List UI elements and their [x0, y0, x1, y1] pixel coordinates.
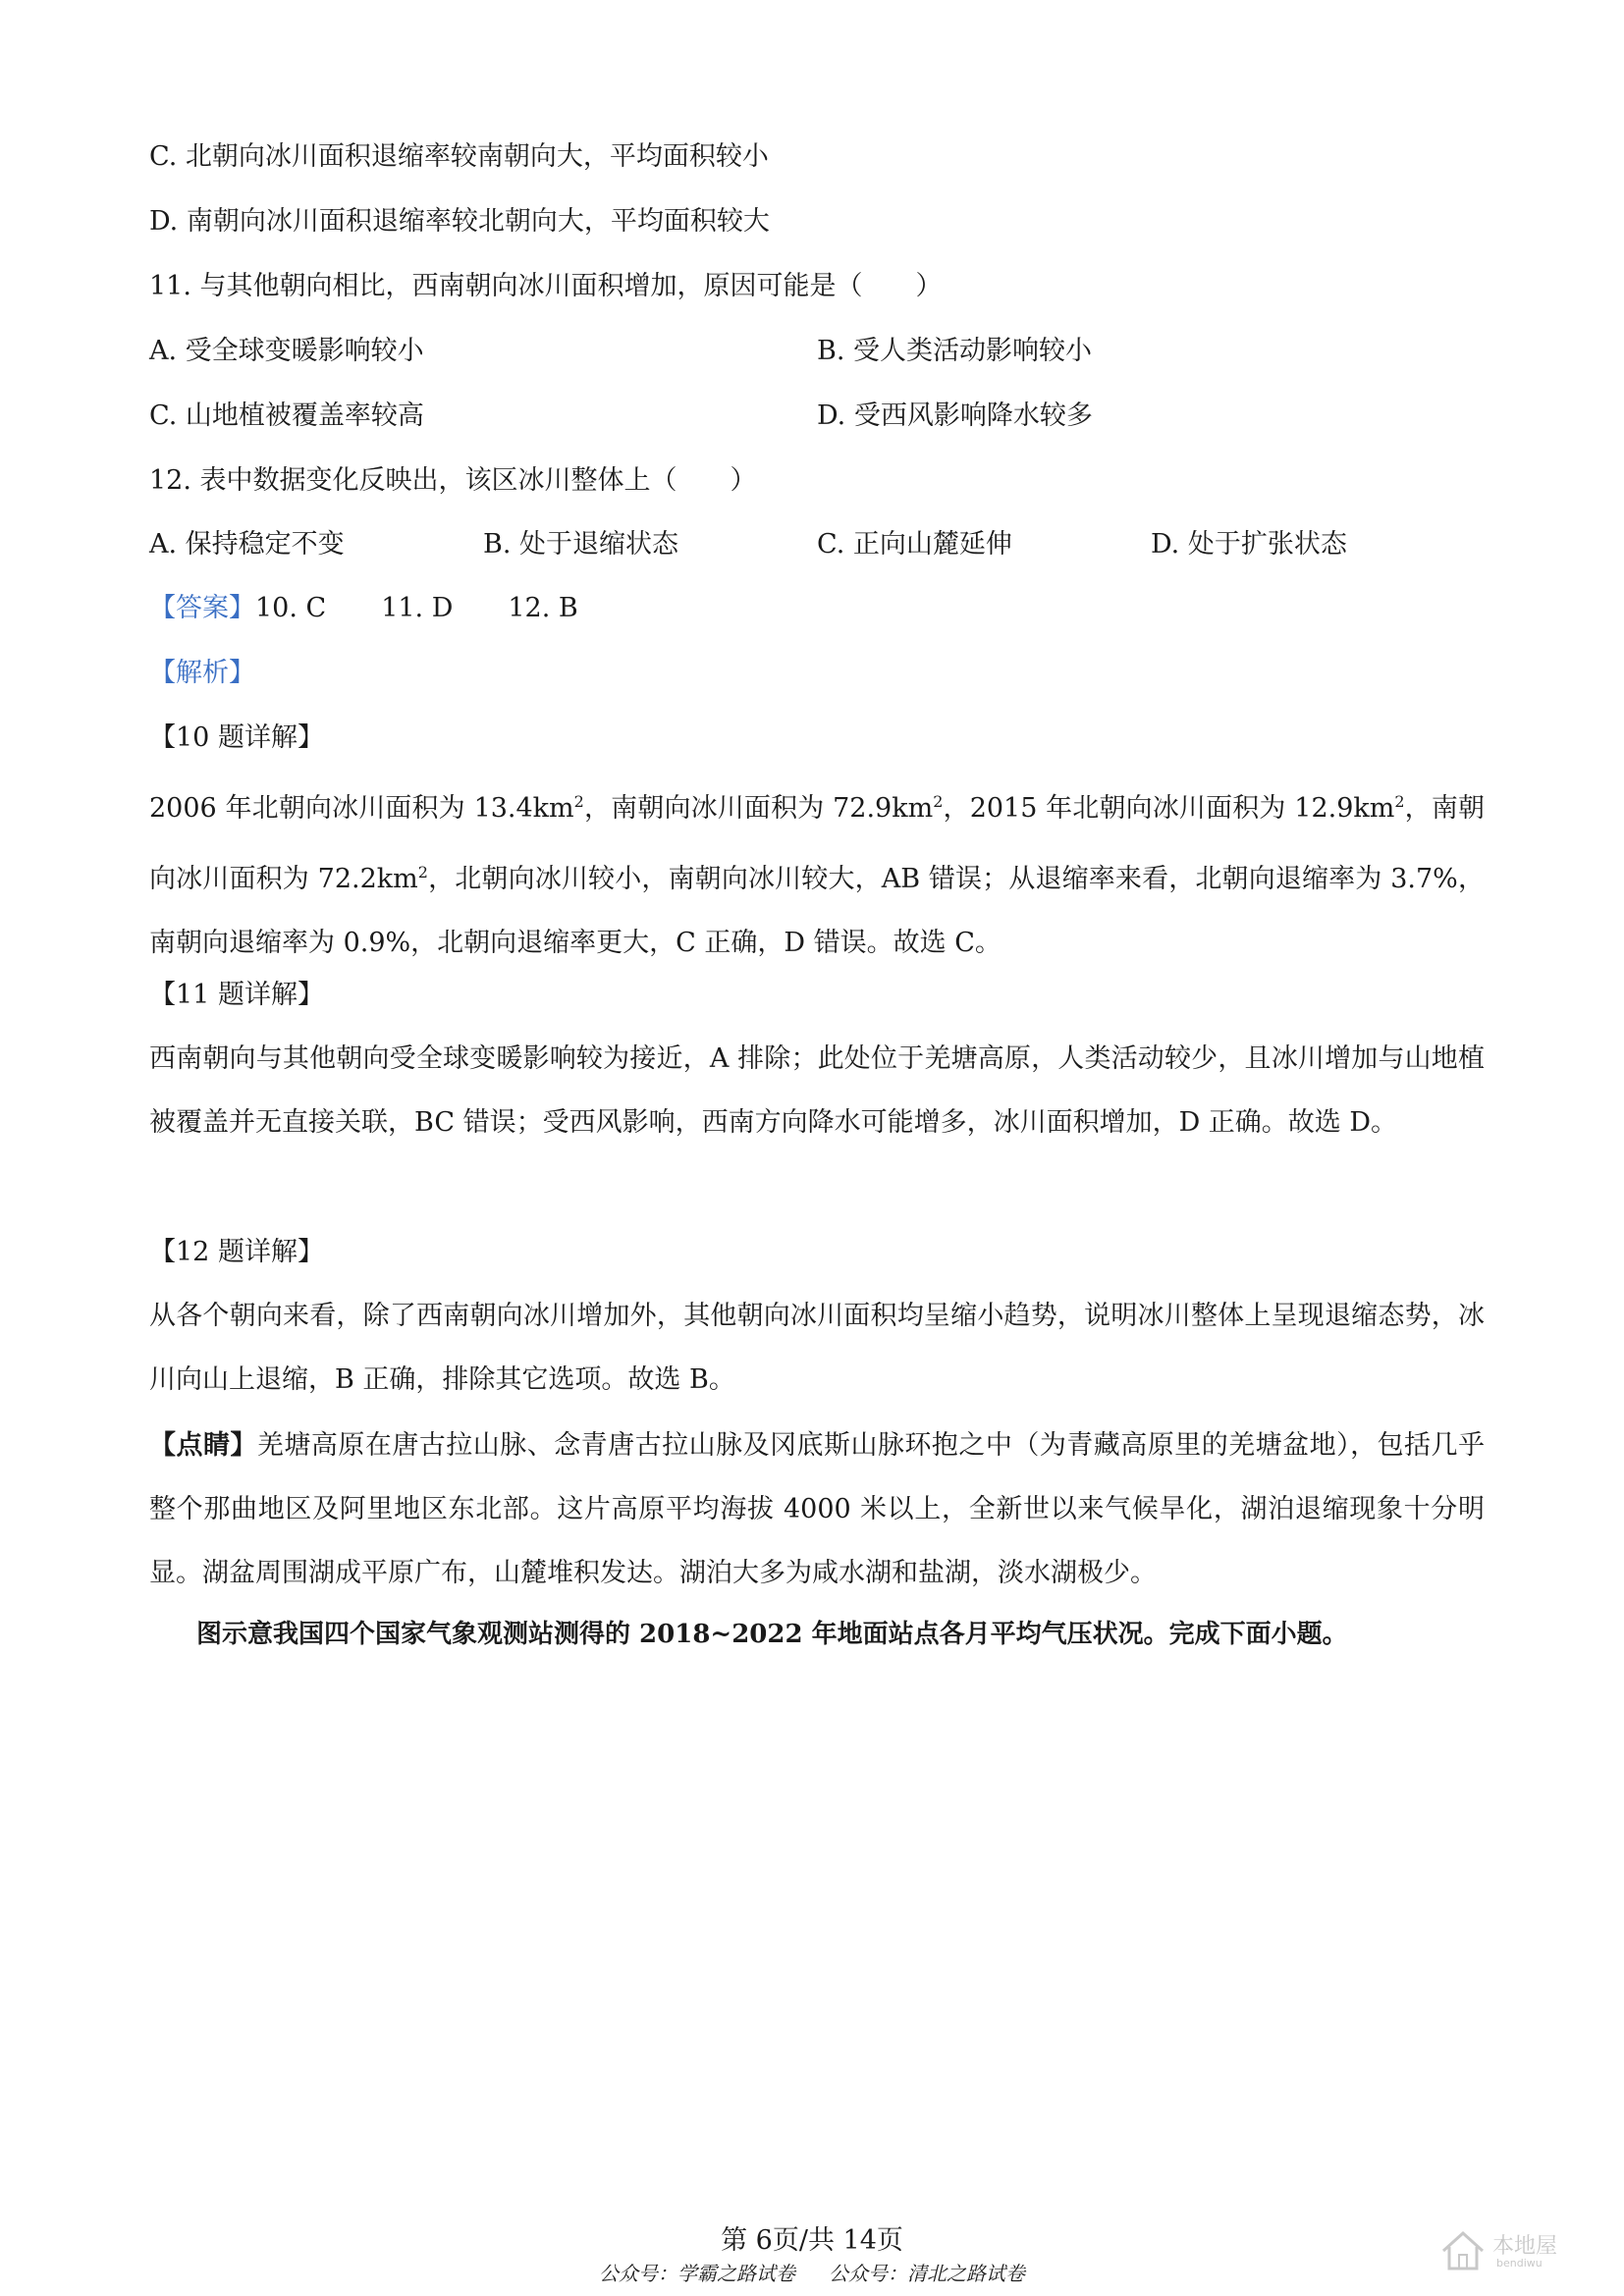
page-number: 第 6页/共 14页	[721, 2225, 903, 2256]
detail11-title: 【11 题详解】	[149, 980, 324, 1010]
q11-option-b: B. 受人类活动影响较小	[817, 336, 1093, 366]
q12-option-b: B. 处于退缩状态	[483, 529, 679, 560]
answer-label: 【答案】	[149, 593, 255, 623]
q10-option-d: D. 南朝向冰川面积退缩率较北朝向大，平均面积较大	[149, 206, 770, 237]
wechat-2: 公众号：清北之路试卷	[829, 2262, 1025, 2285]
tip-text: 羌塘高原在唐古拉山脉、念青唐古拉山脉及冈底斯山脉环抱之中（为青藏高原里的羌塘盆地），包括几乎整个那曲地区及阿里地区东北部。这片高原平均海拔 4000 米以上，全新世以来气候旱化，湖泊退缩现象十分明显。湖盆周围湖成平原广布，山麓堆积发达。湖泊大多为咸水湖和盐湖，淡水湖极少。	[149, 1430, 1486, 1588]
detail11-text: 西南朝向与其他朝向受全球变暖影响较为接近，A 排除；此处位于羌塘高原，人类活动较少，且冰川增加与山地植被覆盖并无直接关联，BC 错误；受西风影响，西南方向降水可能增多，冰川面积增加，D 正确。故选 D。	[149, 1043, 1485, 1138]
next-intro: 图示意我国四个国家气象观测站测得的 2018~2022 年地面站点各月平均气压状况。完成下面小题。	[196, 1620, 1348, 1649]
q11-option-c: C. 山地植被覆盖率较高	[149, 400, 424, 431]
watermark-domain: bendiwu	[1496, 2257, 1543, 2269]
tip-label: 【点睛】	[149, 1430, 257, 1461]
detail12-title: 【12 题详解】	[149, 1237, 324, 1267]
detail10-text: 2006 年北朝向冰川面积为 $13.4km^2$，南朝向冰川面积为 $72.9km^2$，2015 年北朝向冰川面积为 $12.9km^2$，南朝向冰川面积为 $72.2km^2$，北朝向冰川较小，南朝向冰川较大，AB 错误；从退缩率来看，北朝向退缩率为 3.7%，南朝向退缩率为 0.9%，北朝向退缩率更大，C 正确，D 错误。故选 C。	[149, 792, 1485, 958]
tip-paragraph	[149, 1414, 1485, 1605]
footer-wechat	[0, 2261, 1624, 2286]
answer-line	[149, 589, 578, 628]
wechat-1: 公众号：学霸之路试卷	[599, 2262, 795, 2285]
detail10-title: 【10 题详解】	[149, 722, 324, 753]
answer-q11: 11. D	[381, 593, 454, 623]
q12-option-a: A. 保持稳定不变	[149, 529, 345, 560]
q11-stem: 11. 与其他朝向相比，西南朝向冰川面积增加，原因可能是（ ）	[149, 271, 943, 301]
q12-option-d: D. 处于扩张状态	[1151, 529, 1347, 560]
q12-stem: 12. 表中数据变化反映出，该区冰川整体上（ ）	[149, 465, 757, 496]
q12-option-c: C. 正向山麓延伸	[817, 529, 1012, 560]
watermark-text: 本地屋	[1492, 2234, 1558, 2259]
detail12-text: 从各个朝向来看，除了西南朝向冰川增加外，其他朝向冰川面积均呈缩小趋势，说明冰川整体上呈现退缩态势，冰川向山上退缩，B 正确，排除其它选项。故选 B。	[149, 1301, 1485, 1395]
q11-option-d: D. 受西风影响降水较多	[817, 400, 1093, 431]
watermark-logo	[1437, 2223, 1585, 2276]
analysis-label: 【解析】	[149, 658, 255, 688]
q11-option-a: A. 受全球变暖影响较小	[149, 336, 424, 366]
answer-q12: 12. B	[508, 593, 578, 623]
answer-q10: 10. C	[255, 593, 327, 623]
q10-option-c: C. 北朝向冰川面积退缩率较南朝向大，平均面积较小	[149, 141, 769, 172]
